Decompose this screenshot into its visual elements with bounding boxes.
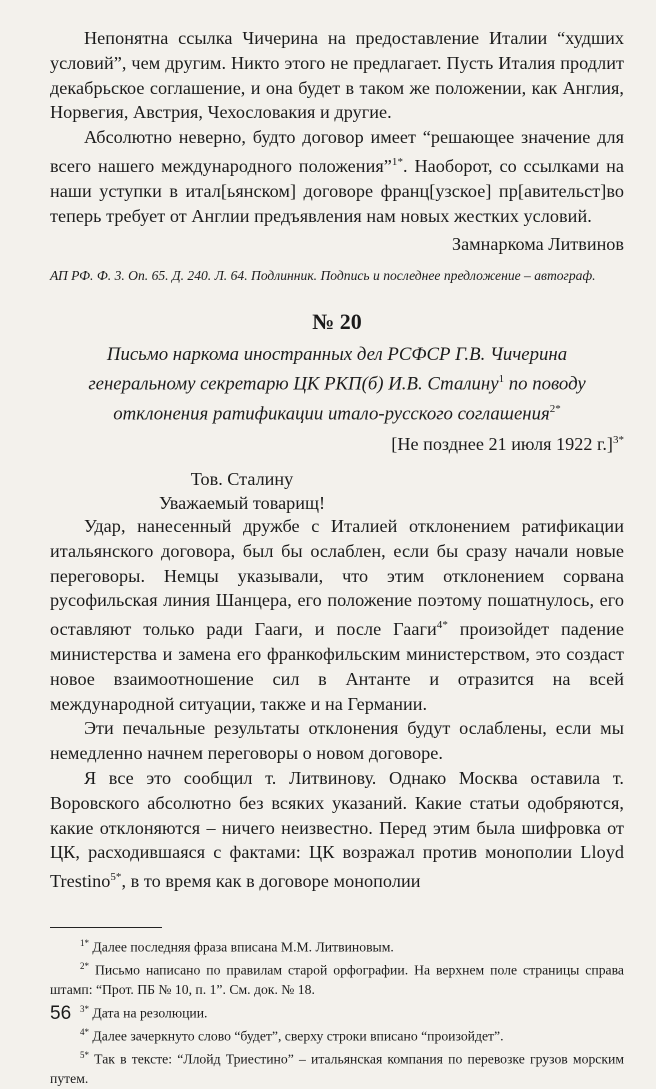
footnote: $^{1*}$ Далее последняя фраза вписана М.М. Литвиновым. [80, 938, 394, 955]
document-date: [Не позднее 21 июля 1922 г.]$^{3*}$ [391, 434, 624, 455]
footnote-ref[interactable]: 4* [436, 619, 448, 632]
footnote-ref[interactable]: 5* [110, 871, 122, 884]
footnote: $^{4*}$ Далее зачеркнуто слово “будет”, сверху строки вписано “произойдет”. [80, 1027, 504, 1044]
paragraph: Непонятна ссылка Чичерина на предоставление Италии “худших условий”, чем другим. Никто этого не предлагает. Пусть Италия продлит декабрьское соглашение, и она будет в таком же положении, как Англия, Норвегия, Австрия, Чехословакия и другие. [50, 28, 624, 123]
paragraph: Эти печальные результаты отклонения будут ослаблены, если мы немедленно начнем переговоры о новом договоре. [50, 718, 624, 764]
footnote-ref[interactable]: 2* [549, 402, 561, 415]
addressee: Тов. Сталину [190, 469, 294, 490]
document-number: № 20 [312, 308, 362, 334]
paragraph: Я все это сообщил т. Литвинову. Однако Москва оставила т. Воровского абсолютно без всяких указаний. Какие статьи одобряются, какие отклоняются – ничего неизвестно. Перед этим была шифровка от ЦК, расходившаяся с фактами: ЦК возражал против монополии Lloyd Trestino$^{5*}$, в то время как в договоре монополии [50, 768, 624, 892]
footnote-ref[interactable]: 1* [391, 155, 404, 168]
footnote-ref[interactable]: 1 [498, 373, 505, 386]
paragraph: Удар, нанесенный дружбе с Италией отклонением ратификации итальянского договора, был бы ослаблен, если бы сразу начали новые переговоры. Немцы указывали, что этим отклонением сорвана русофильская линия Шанцера, его положение поэтому пошатнулось, его оставляют только ради Гааги, и после Гааги$^{4*}$ произойдет падение министерства и замена его франкофильским министерством, это создаст новое взаимоотношение сил в Антанте и отразится на всей международной ситуации, также и на Германии. [50, 516, 625, 714]
footnote-ref[interactable]: 3* [613, 434, 624, 447]
page-body [50, 26, 624, 1089]
footnote: $^{2*}$ Письмо написано по правилам старой орфографии. На верхнем поле страницы справа штамп: “Прот. ПБ № 10, п. 1”. См. док. № 18. [50, 961, 624, 997]
page-number: 56 [50, 1003, 72, 1024]
paragraph: Абсолютно неверно, будто договор имеет “решающее значение для всего нашего международного положения”$^{1*}$. Наоборот, со ссылками на наши уступки в итал[ьянском] договоре франц[узское] пр[авительст]во теперь требует от Англии предъявления нам новых жестких условий. [50, 127, 624, 226]
archive-source: АП РФ. Ф. 3. Оп. 65. Д. 240. Л. 64. Подлинник. Подпись и последнее предложение – автограф. [50, 268, 596, 284]
footnote: $^{3*}$ Дата на резолюции. [80, 1003, 208, 1021]
footnote: $^{5*}$ Так в тексте: “Ллойд Триестино” – итальянская компания по перевозке грузов морским путем. [50, 1050, 624, 1086]
signature: Замнаркома Литвинов [451, 234, 624, 255]
document-title: Письмо наркома иностранных дел РСФСР Г.В. Чичерина генеральному секретарю ЦК РКП(б) И.В. Сталину$^1$ по поводу отклонения ратификации итало-русского соглашения$^{2*}$ [88, 343, 586, 424]
footnote-separator [50, 927, 162, 928]
footnotes [50, 934, 624, 1088]
greeting: Уважаемый товарищ! [158, 493, 326, 514]
